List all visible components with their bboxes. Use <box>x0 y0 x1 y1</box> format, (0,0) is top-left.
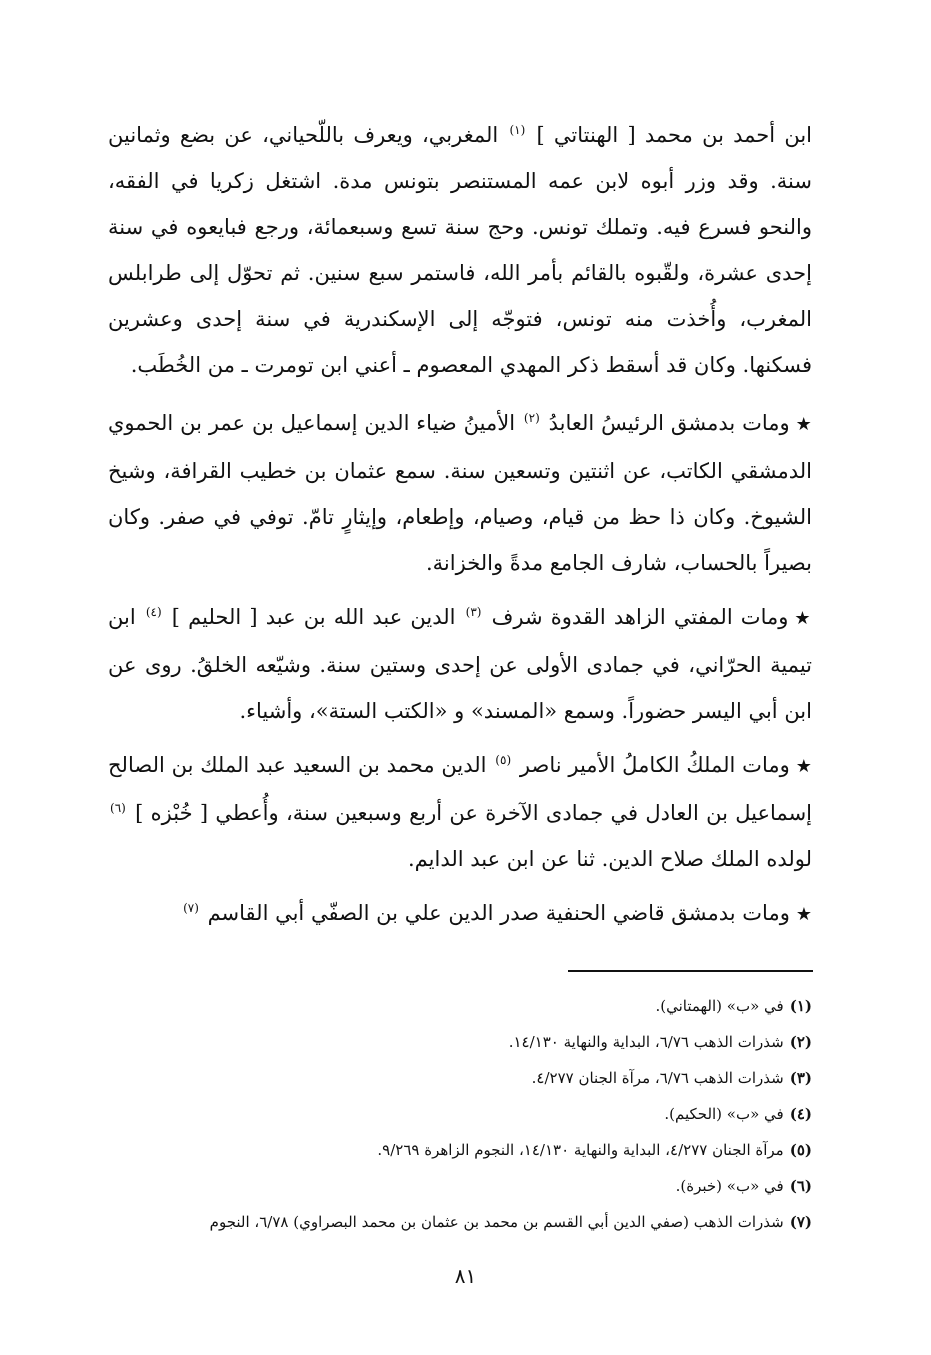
star-icon: ★ <box>795 414 813 435</box>
footnote-text: في «ب» (الحكيم). <box>664 1105 784 1123</box>
footnote-text: شذرات الذهب (صفي الدين أبي القسم بن محمد بن عثمان بن محمد البصراوي) ٦/٧٨، النجوم <box>209 1213 784 1231</box>
footnote-text: مرآة الجنان ٤/٢٧٧، البداية والنهاية ١٤/١٣٠، النجوم الزاهرة ٩/٢٦٩. <box>377 1141 784 1159</box>
footnote-number: (١) <box>789 997 812 1015</box>
footnote-item <box>108 1132 812 1168</box>
paragraph <box>108 890 812 938</box>
footnote-number: (٣) <box>789 1069 812 1087</box>
paragraph-text: ومات بدمشق الرئيسُ العابدُ <box>541 411 790 435</box>
star-icon: ★ <box>795 904 812 925</box>
paragraph-text: ومات الملكُ الكاملُ الأمير ناصر <box>513 753 790 777</box>
footnote-separator <box>568 970 813 972</box>
paragraph-text: الدين محمد بن السعيد عبد الملك بن الصالح إسماعيل بن العادل في جمادى الآخرة عن أربع وسبعين سنة، وأُعطي [ خُبْزه ] <box>108 753 812 825</box>
footnote-text: شذرات الذهب ٦/٧٦، البداية والنهاية ١٤/١٣٠. <box>508 1033 784 1051</box>
footnote-number: (٥) <box>789 1141 812 1159</box>
page-number: ٨١ <box>454 1264 477 1288</box>
paragraph-text: ابن أحمد بن محمد [ الهنتاتي ] <box>527 123 812 147</box>
footnotes-list <box>108 988 812 1240</box>
paragraph-text: ابن تيمية الحرّاني، في جمادى الأولى عن إحدى وستين سنة. وشيّعه الخلقُ. روى عن ابن أبي اليسر حضوراً. وسمع «المسند» و «الكتب الستة»، وأشياء. <box>108 605 812 723</box>
footnote-marker: (٦) <box>110 801 126 815</box>
footnote-marker: (١) <box>509 123 526 137</box>
paragraph <box>108 594 812 734</box>
footnote-marker: (٥) <box>495 753 512 767</box>
footnote-text: في «ب» (الهمتاني). <box>655 997 784 1015</box>
footnote-text: في «ب» (خبرة). <box>675 1177 784 1195</box>
paragraph-text: ومات المفتي الزاهد القدوة شرف <box>483 605 789 629</box>
footnote-text: شذرات الذهب ٦/٧٦، مرآة الجنان ٤/٢٧٧. <box>531 1069 784 1087</box>
star-icon: ★ <box>794 608 812 629</box>
footnote-marker: (٤) <box>145 605 162 619</box>
footnote-item <box>108 1204 812 1240</box>
star-icon: ★ <box>795 756 812 777</box>
paragraph-text: لولده الملك صلاح الدين. ثنا عن ابن عبد الدايم. <box>407 847 812 871</box>
paragraph-text: الدين عبد الله بن عبد [ الحليم ] <box>163 605 464 629</box>
paragraph-text: الأمينُ ضياء الدين إسماعيل بن عمر بن الحموي الدمشقي الكاتب، عن اثنتين وتسعين سنة. سمع عثمان بن خطيب القرافة، وشيخ الشيوخ. وكان ذا حظ من قيام، وصيام، وإطعام، وإيثارٍ تامّ. توفي في صفر. وكان بصيراً بالحساب، شارف الجامع مدةً والخزانة. <box>108 411 812 575</box>
footnote-item <box>108 1168 812 1204</box>
paragraph-text: ومات بدمشق قاضي الحنفية صدر الدين علي بن الصفّي أبي القاسم <box>200 901 790 925</box>
footnote-item <box>108 1024 812 1060</box>
footnote-number: (٦) <box>789 1177 812 1195</box>
footnote-number: (٤) <box>789 1105 812 1123</box>
main-text <box>108 112 812 938</box>
paragraph <box>108 400 812 586</box>
footnote-item <box>108 988 812 1024</box>
paragraph <box>108 742 812 882</box>
footnote-item <box>108 1060 812 1096</box>
footnote-item <box>108 1096 812 1132</box>
footnote-marker: (٢) <box>523 411 540 425</box>
paragraph-text: المغربي، ويعرف باللّحياني، عن بضع وثمانين سنة. وقد وزر أبوه لابن عمه المستنصر بتونس مدة. اشتغل زكريا في الفقه، والنحو فسرع فيه. وتملك تونس. وحج سنة تسع وسبعمائة، ورجع فبايعوه في سنة إحدى عشرة، ولقّبوه بالقائم بأمر الله، فاستمر سبع سنين. ثم تحوّل إلى طرابلس المغرب، وأُخذت منه تونس، فتوجّه إلى الإسكندرية في سنة إحدى وعشرين فسكنها. وكان قد أسقط ذكر المهدي المعصوم ـ أعني ابن تومرت ـ من الخُطَب. <box>108 123 812 377</box>
footnote-number: (٧) <box>789 1213 812 1231</box>
footnote-marker: (٧) <box>183 901 199 915</box>
footnote-marker: (٣) <box>465 605 482 619</box>
footnote-number: (٢) <box>789 1033 812 1051</box>
paragraph <box>108 112 812 388</box>
